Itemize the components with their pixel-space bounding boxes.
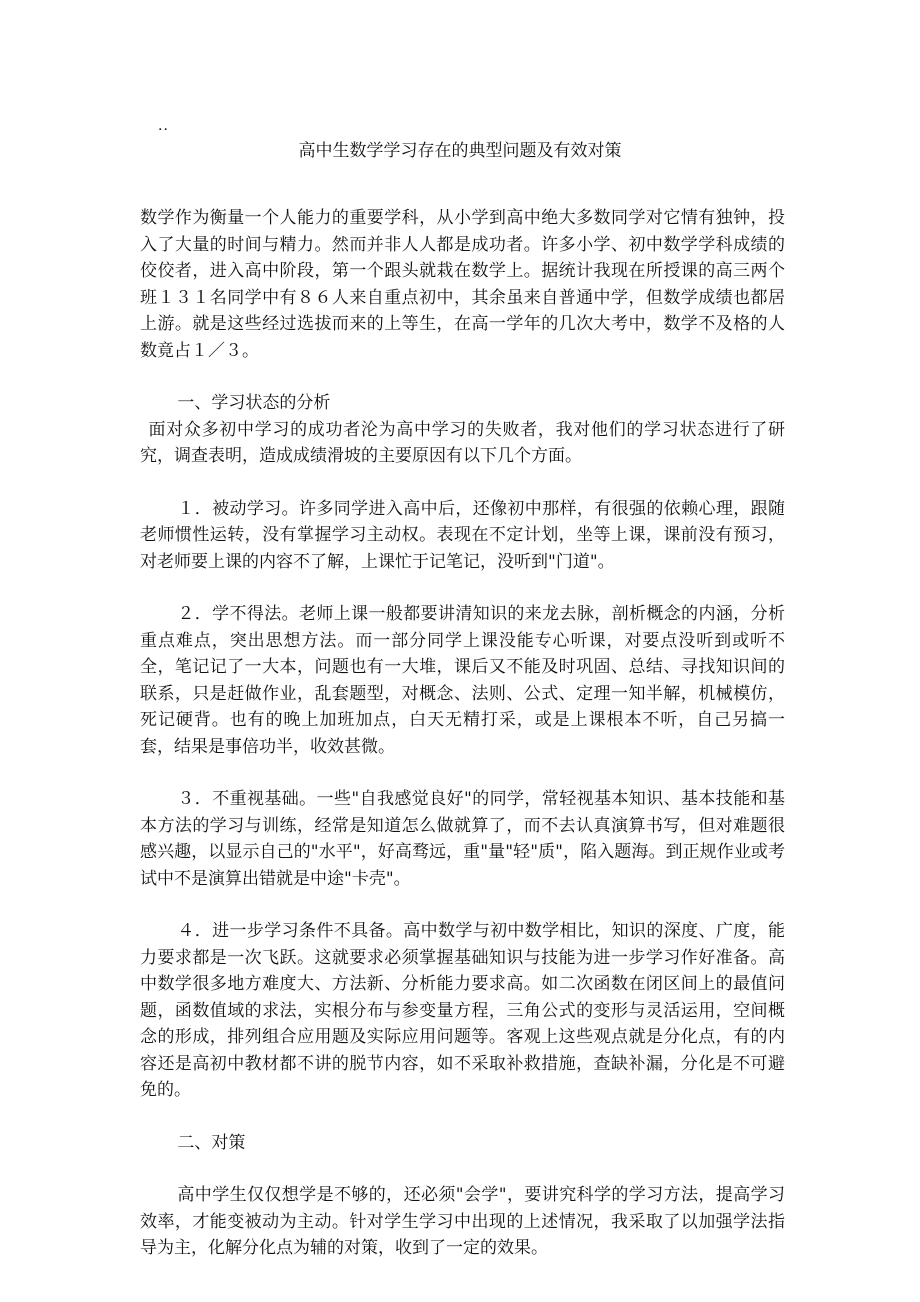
section-heading-1: 一、学习状态的分析 bbox=[177, 393, 331, 413]
point-2-paragraph: ２．学不得法。老师上课一般都要讲清知识的来龙去脉，剖析概念的内涵，分析重点难点，突出思想方法。而一部分同学上课没能专心听课，对要点没听到或听不全，笔记记了一大本，问题也有一大堆，课后又不能及时巩固、总结、寻找知识间的联系，只是赶做作业，乱套题型，对概念、法则、公式、定理一知半解，机械模仿，死记硬背。也有的晚上加班加点，白天无精打采，或是上课根本不听，自己另搞一套，结果是事倍功半，收效甚微。 bbox=[140, 604, 785, 757]
document-body bbox=[140, 205, 785, 1262]
header-mark: .. bbox=[158, 118, 169, 134]
point-4-paragraph: ４．进一步学习条件不具备。高中数学与初中数学相比，知识的深度、广度，能力要求都是一次飞跃。这就要求必须掌握基础知识与技能为进一步学习作好准备。高中数学很多地方难度大、方法新、分析能力要求高。如二次函数在闭区间上的最值问题，函数值域的求法，实根分布与参变量方程，三角公式的变形与灵活运用，空间概念的形成，排列组合应用题及实际应用问题等。客观上这些观点就是分化点，有的内容还是高初中教材都不讲的脱节内容，如不采取补救措施，查缺补漏，分化是不可避免的。 bbox=[140, 921, 785, 1100]
analysis-paragraph: 面对众多初中学习的成功者沦为高中学习的失败者，我对他们的学习状态进行了研究，调查表明，造成成绩滑坡的主要原因有以下几个方面。 bbox=[140, 419, 785, 466]
strategy-paragraph: 高中学生仅仅想学是不够的，还必须"会学"，要讲究科学的学习方法，提高学习效率，才能变被动为主动。针对学生学习中出现的上述情况，我采取了以加强学法指导为主，化解分化点为辅的对策，收到了一定的效果。 bbox=[140, 1185, 785, 1258]
intro-paragraph: 数学作为衡量一个人能力的重要学科，从小学到高中绝大多数同学对它情有独钟，投入了大量的时间与精力。然而并非人人都是成功者。许多小学、初中数学学科成绩的佼佼者，进入高中阶段，第一个跟头就栽在数学上。据统计我现在所授课的高三两个班１３１名同学中有８６人来自重点初中，其余虽来自普通中学，但数学成绩也都居上游。就是这些经过选拔而来的上等生，在高一学年的几次大考中，数学不及格的人数竟占１／３。 bbox=[140, 208, 785, 361]
point-1-paragraph: １．被动学习。许多同学进入高中后，还像初中那样，有很强的依赖心理，跟随老师惯性运转，没有掌握学习主动权。表现在不定计划，坐等上课，课前没有预习，对老师要上课的内容不了解，上课忙于记笔记，没听到"门道"。 bbox=[140, 498, 785, 572]
document-title: 高中生数学学习存在的典型问题及有效对策 bbox=[298, 141, 622, 161]
section-heading-2: 二、对策 bbox=[177, 1132, 246, 1153]
point-3-paragraph: ３．不重视基础。一些"自我感觉良好"的同学，常轻视基本知识、基本技能和基本方法的学习与训练，经常是知道怎么做就算了，而不去认真演算书写，但对难题很感兴趣，以显示自己的"水平"，好高骛远，重"量"轻"质"，陷入题海。到正规作业或考试中不是演算出错就是中途"卡壳"。 bbox=[140, 789, 785, 889]
